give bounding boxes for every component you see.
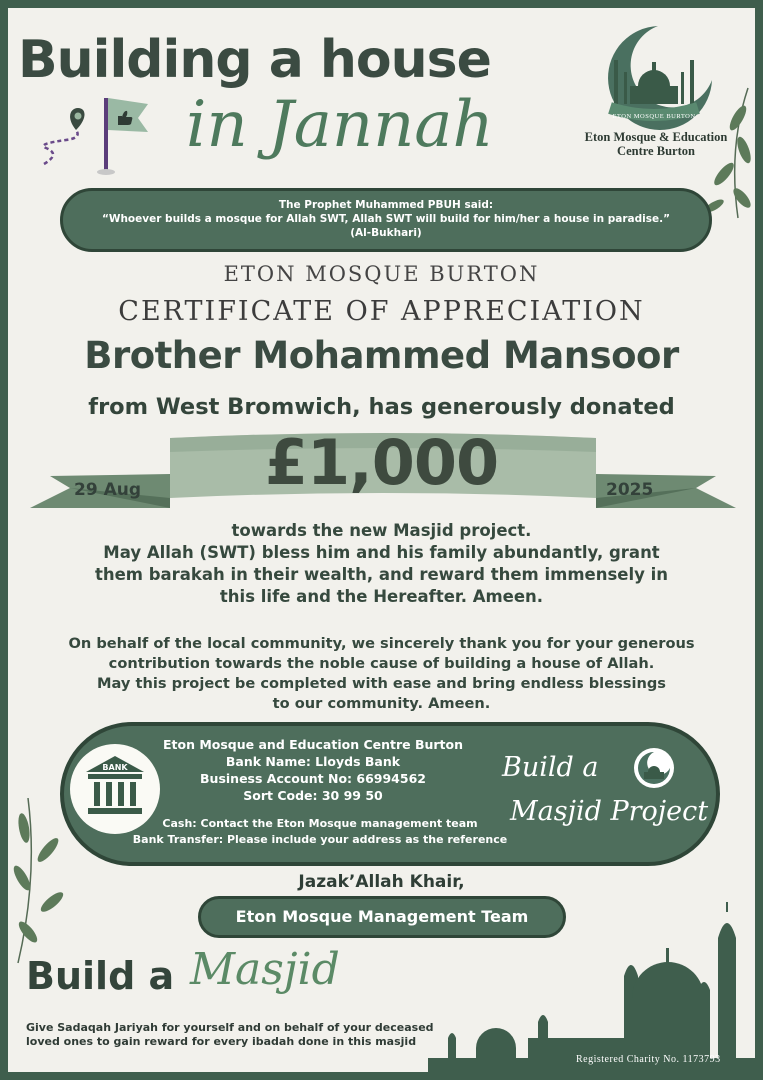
recipient-name: Brother Mohammed Mansoor bbox=[84, 334, 679, 377]
bank-line: Business Account No: 66994562 bbox=[200, 771, 426, 786]
bank-icon bbox=[84, 754, 146, 824]
mosque-silhouette-icon bbox=[428, 898, 755, 1072]
cash-note: Cash: Contact the Eton Mosque management team bbox=[162, 817, 478, 830]
bank-line: Sort Code: 30 99 50 bbox=[243, 788, 383, 803]
logo-caption-line1: Eton Mosque & Education bbox=[584, 130, 728, 144]
hadith-quote-box bbox=[60, 188, 712, 252]
management-team-pill: Eton Mosque Management Team bbox=[198, 896, 566, 938]
donation-date-day: 29 Aug bbox=[74, 480, 142, 500]
small-mosque-logo-icon bbox=[632, 746, 676, 790]
bank-line: Bank Name: Lloyds Bank bbox=[225, 754, 401, 769]
paragraph2-line: On behalf of the local community, we sincerely thank you for your generous bbox=[68, 635, 695, 652]
donation-line: from West Bromwich, has generously donated bbox=[88, 394, 675, 420]
quote-text: “Whoever builds a mosque for Allah SWT, Allah SWT will build for him/her a house in paradise.” bbox=[101, 213, 671, 225]
bank-line: Eton Mosque and Education Centre Burton bbox=[162, 737, 464, 752]
sadaqah-text bbox=[26, 1021, 446, 1049]
build-masjid-project-script bbox=[502, 746, 708, 834]
payment-notes bbox=[120, 816, 520, 848]
paragraph2-line: May this project be completed with ease and bring endless blessings bbox=[97, 675, 666, 692]
leaf-icon bbox=[8, 798, 78, 968]
paragraph1-line: them barakah in their wealth, and reward them immensely in bbox=[94, 565, 669, 584]
blessing-paragraph bbox=[28, 520, 735, 608]
flag-icon bbox=[36, 94, 156, 178]
footer-masjid-script: Masjid bbox=[190, 944, 340, 995]
paragraph1-line: towards the new Masjid project. bbox=[231, 521, 532, 540]
quote-intro: The Prophet Muhammed PBUH said: bbox=[278, 199, 494, 211]
sadaqah-line1: Give Sadaqah Jariyah for yourself and on behalf of your deceased bbox=[26, 1021, 434, 1034]
transfer-note: Bank Transfer: Please include your address as the reference bbox=[132, 833, 508, 846]
donation-amount: £1,000 bbox=[264, 426, 499, 499]
paragraph2-line: contribution towards the noble cause of building a house of Allah. bbox=[108, 655, 655, 672]
bank-icon-label: BANK bbox=[102, 763, 128, 772]
thanks-paragraph bbox=[28, 634, 735, 714]
closing-thanks: Jazak’Allah Khair, bbox=[298, 872, 465, 892]
script-line2: Masjid Project bbox=[510, 796, 709, 827]
certificate-heading: CERTIFICATE OF APPRECIATION bbox=[118, 296, 645, 327]
bank-details bbox=[158, 736, 468, 804]
title-line2: in Jannah bbox=[186, 88, 494, 162]
paragraph2-line: to our community. Ameen. bbox=[272, 695, 491, 712]
registered-charity: Registered Charity No. 1173793 bbox=[576, 1054, 721, 1065]
title-line1: Building a house bbox=[18, 30, 491, 90]
donation-date-year: 2025 bbox=[606, 480, 654, 500]
logo-caption-line2: Centre Burton bbox=[617, 144, 695, 158]
footer-build-a: Build a bbox=[26, 954, 175, 998]
script-line1: Build a bbox=[502, 752, 599, 783]
paragraph1-line: this life and the Hereafter. Ameen. bbox=[219, 587, 544, 606]
organisation-name: ETON MOSQUE BURTON bbox=[223, 262, 540, 286]
certificate-page bbox=[8, 8, 755, 1072]
paragraph1-line: May Allah (SWT) bless him and his family abundantly, grant bbox=[103, 543, 660, 562]
logo-ring-text: ETON MOSQUE BURTON bbox=[612, 113, 696, 120]
quote-source: (Al-Bukhari) bbox=[350, 227, 422, 239]
sadaqah-line2: loved ones to gain reward for every ibadah done in this masjid bbox=[26, 1035, 417, 1048]
